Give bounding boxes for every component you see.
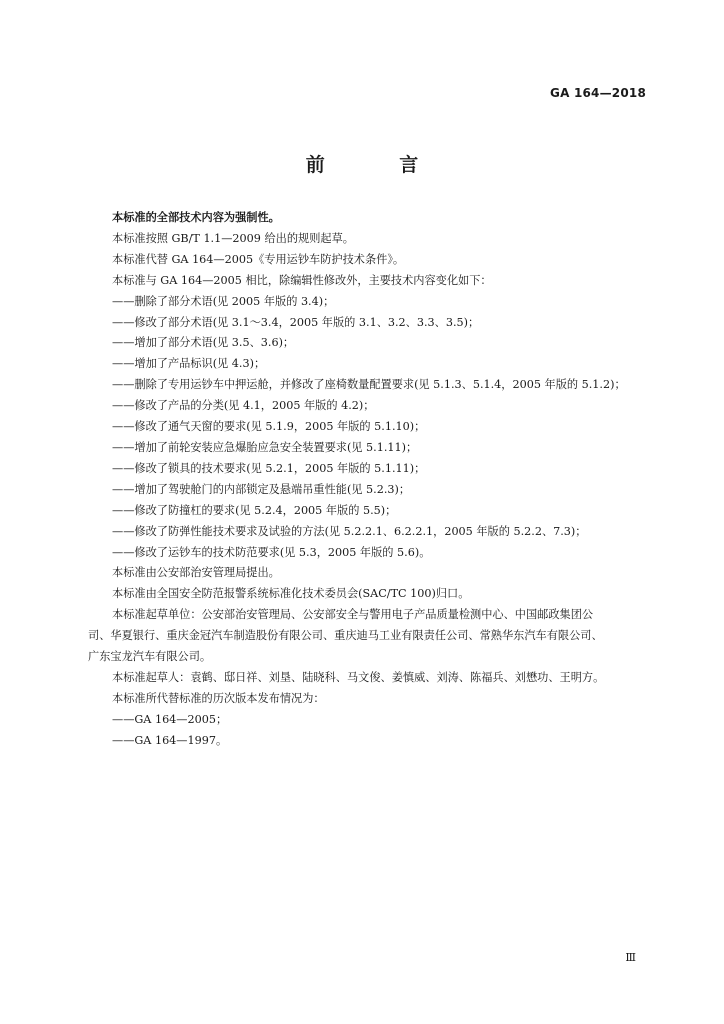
list-item: ——删除了专用运钞车中押运舱，并修改了座椅数量配置要求(见 5.1.3、5.1.4，2005 年版的 5.1.2)； <box>112 378 626 392</box>
drafting-units-line: 本标准起草单位：公安部治安管理局、公安部安全与警用电子产品质量检测中心、中国邮政集团公 <box>112 608 594 622</box>
list-item: ——修改了部分术语(见 3.1～3.4，2005 年版的 3.1、3.2、3.3、3.5)； <box>112 315 480 329</box>
list-item: ——修改了产品的分类(见 4.1，2005 年版的 4.2)； <box>112 399 375 413</box>
mandatory-statement: 本标准的全部技术内容为强制性。 <box>112 211 280 224</box>
list-item: ——修改了运钞车的技术防范要求(见 5.3，2005 年版的 5.6)。 <box>112 545 431 559</box>
list-item: ——增加了部分术语(见 3.5、3.6)； <box>112 336 295 350</box>
list-item: ——修改了防弹性能技术要求及试验的方法(见 5.2.2.1、6.2.2.1，2005 年版的 5.2.2、7.3)； <box>112 524 587 538</box>
changes-intro-paragraph: 本标准与 GA 164—2005 相比，除编辑性修改外，主要技术内容变化如下： <box>112 273 492 287</box>
jurisdiction-paragraph: 本标准由全国安全防范报警系统标准化技术委员会(SAC/TC 100)归口。 <box>112 587 470 601</box>
history-item: ——GA 164—2005； <box>112 712 228 726</box>
list-item: ——修改了通气天窗的要求(见 5.1.9，2005 年版的 5.1.10)； <box>112 420 426 434</box>
foreword-body <box>88 208 648 752</box>
list-item: ——修改了防撞杠的要求(见 5.2.4，2005 年版的 5.5)； <box>112 503 397 517</box>
page-title: 前 言 <box>305 154 453 176</box>
drafting-units-line: 司、华夏银行、重庆金冠汽车制造股份有限公司、重庆迪马工业有限责任公司、常熟华东汽车有限公司、 <box>88 629 603 643</box>
history-intro-paragraph: 本标准所代替标准的历次版本发布情况为： <box>112 691 325 705</box>
list-item: ——增加了驾驶舱门的内部锁定及悬端吊重性能(见 5.2.3)； <box>112 482 411 496</box>
drafting-units-line: 广东宝龙汽车有限公司。 <box>88 650 212 664</box>
replaces-paragraph: 本标准代替 GA 164—2005《专用运钞车防护技术条件》。 <box>112 252 405 266</box>
proposer-paragraph: 本标准由公安部治安管理局提出。 <box>112 566 280 580</box>
standard-number: GA 164—2018 <box>550 86 646 100</box>
drafting-units-paragraph <box>88 605 648 668</box>
drafting-rules-paragraph: 本标准按照 GB/T 1.1—2009 给出的规则起草。 <box>112 231 354 245</box>
list-item: ——增加了产品标识(见 4.3)； <box>112 357 266 371</box>
changes-list <box>88 292 648 564</box>
list-item: ——增加了前轮安装应急爆胎应急安全装置要求(见 5.1.11)； <box>112 440 418 454</box>
history-item: ——GA 164—1997。 <box>112 733 228 747</box>
list-item: ——删除了部分术语(见 2005 年版的 3.4)； <box>112 294 335 308</box>
drafters-paragraph: 本标准起草人：袁鹤、邸日祥、刘垦、陆晓科、马文俊、姜慎威、刘涛、陈福兵、刘懋功、王明方。 <box>112 670 605 684</box>
list-item: ——修改了锁具的技术要求(见 5.2.1，2005 年版的 5.1.11)； <box>112 461 426 475</box>
page-number: Ⅲ <box>625 951 636 964</box>
